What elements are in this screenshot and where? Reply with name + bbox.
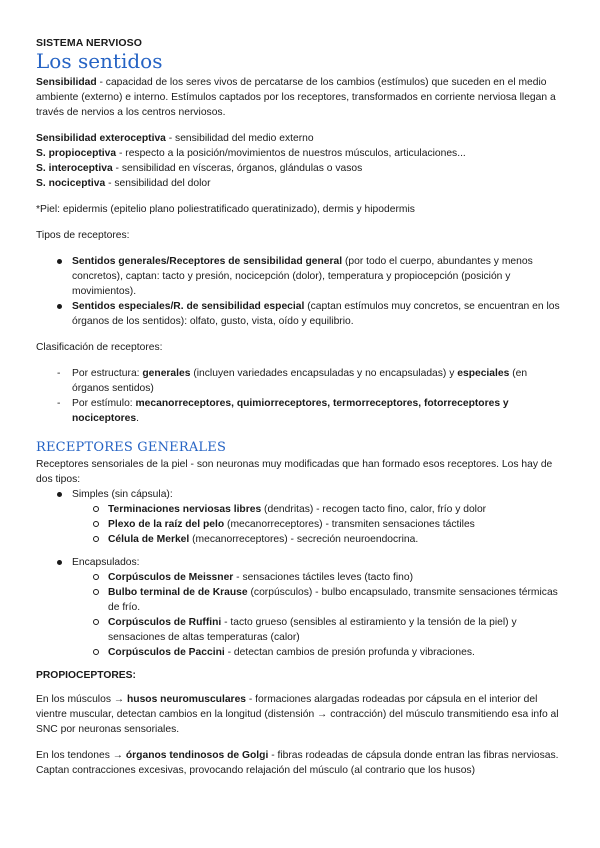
sensibility-text: - respecto a la posición/movimientos de nuestros músculos, articulaciones... [116, 148, 466, 159]
paragraph-text: - fibras rodeadas de cápsula donde entran las fibras nerviosas. Captan contracciones excesivas, provocando relajación del músculo (al contrario que los husos) [36, 750, 559, 776]
list-item [36, 299, 564, 329]
encapsulated-receptors-list [36, 570, 564, 660]
paragraph-term: husos neuromusculares [127, 694, 247, 705]
classification-list [36, 366, 564, 426]
list-item-text: (dendritas) - recogen tacto fino, calor, frío y dolor [261, 504, 487, 515]
list-item-term: Corpúsculos de Ruffini [108, 617, 222, 628]
list-item [36, 570, 564, 585]
receptor-types-list [36, 254, 564, 329]
list-item-text: - sensaciones táctiles leves (tacto fino) [233, 572, 414, 583]
list-item [36, 615, 564, 645]
tendon-paragraph [36, 748, 564, 778]
sensibility-line [36, 176, 564, 191]
list-item-term: Plexo de la raíz del pelo [108, 519, 225, 530]
list-item [36, 517, 564, 532]
spacer [36, 547, 564, 555]
list-item [36, 254, 564, 299]
list-item-text: (captan estímulos muy concretos, se encuentran en los órganos de los sentidos): olfato, gusto, vista, oído y equilibrio. [72, 301, 560, 327]
list-item [36, 585, 564, 615]
intro-term: Sensibilidad [36, 77, 97, 88]
list-item-term: Terminaciones nerviosas libres [108, 504, 262, 515]
list-item-text: - tacto grueso (sensibles al estiramiento y la tensión de la piel) y sensaciones de altas temperaturas (calor) [108, 617, 517, 643]
list-item-term: Sentidos especiales/R. de sensibilidad especial [72, 301, 305, 312]
general-receptors-intro: Receptores sensoriales de la piel - son neuronas muy modificadas que han formado esos receptores. Los hay de dos tipos: [36, 459, 553, 485]
list-item-text: (en órganos sentidos) [72, 368, 528, 394]
paragraph-prefix: En los tendones → [36, 750, 126, 761]
group-label: Simples (sin cápsula): [72, 489, 173, 500]
list-item [36, 502, 564, 517]
sensibility-term: S. interoceptiva [36, 163, 113, 174]
list-item-prefix: Por estímulo: [72, 398, 136, 409]
section-title-general-receptors: RECEPTORES GENERALES [36, 440, 227, 455]
receptor-types-heading: Tipos de receptores: [36, 230, 130, 241]
list-item [36, 487, 564, 502]
sensibility-term: S. propioceptiva [36, 148, 117, 159]
list-item-term: Bulbo terminal de de Krause [108, 587, 248, 598]
list-item-prefix: Por estructura: [72, 368, 143, 379]
sensibility-line [36, 131, 564, 146]
list-item [36, 645, 564, 660]
sensibility-line [36, 161, 564, 176]
document-kicker: SISTEMA NERVIOSO [36, 37, 143, 49]
list-item-term: Célula de Merkel [108, 534, 190, 545]
list-item-term: mecanorreceptores, quimiorreceptores, termorreceptores, fotorreceptores y nociceptores [72, 398, 509, 424]
proprioceptors-heading: PROPIOCEPTORES: [36, 670, 136, 681]
group-label: Encapsulados: [72, 557, 140, 568]
list-item-term: generales [142, 368, 191, 379]
sensibility-term: S. nociceptiva [36, 178, 106, 189]
intro-text: - capacidad de los seres vivos de percatarse de los cambios (estímulos) que suceden en el medio ambiente (externo) e interno. Estímulos captados por los receptores, transformados en corriente nerviosa llegan a través de nervios a los centros nerviosos. [36, 77, 556, 118]
list-item-text: (mecanorreceptores) - transmiten sensaciones táctiles [224, 519, 475, 530]
paragraph-term: órganos tendinosos de Golgi [125, 750, 269, 761]
list-item-text: (corpúsculos) - bulbo encapsulado, transmite sensaciones térmicas de frío. [108, 587, 558, 613]
sensibility-line [36, 146, 564, 161]
muscle-paragraph [36, 692, 564, 737]
list-item-text: . [136, 413, 139, 424]
skin-note: *Piel: epidermis (epitelio plano poliestratificado queratinizado), dermis y hipodermis [36, 204, 415, 215]
simple-receptors-list [36, 502, 564, 547]
sensibility-text: - sensibilidad del medio externo [165, 133, 314, 144]
paragraph-prefix: En los músculos → [36, 694, 127, 705]
list-item [36, 532, 564, 547]
intro-paragraph [36, 75, 564, 120]
list-item-term: Corpúsculos de Paccini [108, 647, 225, 658]
list-item-text: (incluyen variedades encapsuladas y no encapsuladas) y [190, 368, 458, 379]
list-item-text: (mecanorreceptores) - secreción neuroendocrina. [189, 534, 419, 545]
sensibility-list [36, 131, 564, 191]
simple-receptors-group [36, 487, 564, 502]
list-item-text: - detectan cambios de presión profunda y vibraciones. [224, 647, 475, 658]
list-item-term: Sentidos generales/Receptores de sensibilidad general [72, 256, 343, 267]
list-item-term: especiales [457, 368, 510, 379]
list-item [36, 366, 564, 396]
list-item-text: (por todo el cuerpo, abundantes y menos concretos), captan: tacto y presión, nocicepción (dolor), temperatura y propiocepción (posición y movimientos). [72, 256, 533, 297]
sensibility-text: - sensibilidad del dolor [105, 178, 211, 189]
page-title: Los sentidos [36, 49, 163, 73]
encapsulated-receptors-group [36, 555, 564, 570]
list-item [36, 396, 564, 426]
sensibility-term: Sensibilidad exteroceptiva [36, 133, 166, 144]
sensibility-text: - sensibilidad en vísceras, órganos, glándulas o vasos [112, 163, 363, 174]
list-item-term: Corpúsculos de Meissner [108, 572, 234, 583]
paragraph-text: - formaciones alargadas rodeadas por cápsula en el interior del vientre muscular, detectan cambios en la longitud (distensión → contracción) del músculo transmitiendo esa info al SNC por neuronas sensoriales. [36, 694, 559, 735]
list-item [36, 555, 564, 570]
classification-heading: Clasificación de receptores: [36, 342, 163, 353]
